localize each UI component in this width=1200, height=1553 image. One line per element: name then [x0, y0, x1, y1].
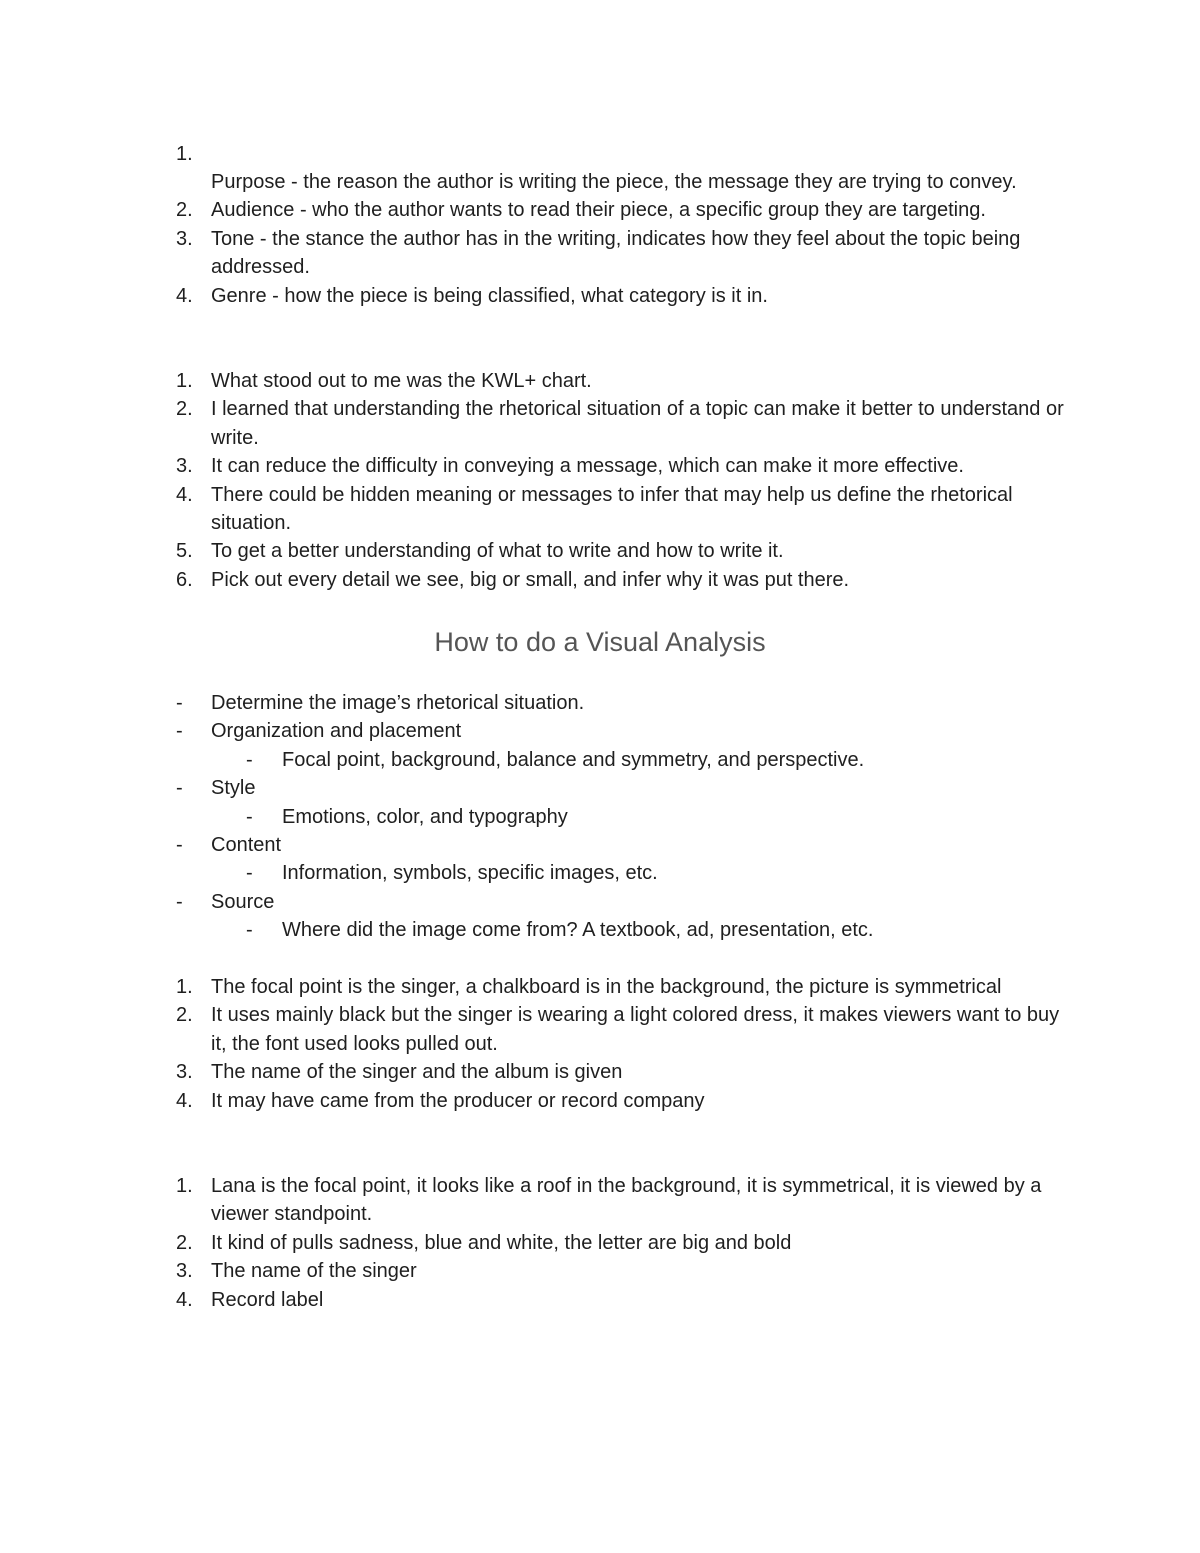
list-item: [0, 1001, 1200, 1058]
visual-analysis-bullets: [0, 689, 1200, 945]
list-item: [0, 196, 1200, 224]
list-item-text: Audience - who the author wants to read their piece, a specific group they are targeting.: [211, 199, 986, 222]
list-item: [0, 1172, 1200, 1229]
list-number: 3.: [176, 455, 193, 478]
analysis-two-list: [0, 1172, 1200, 1314]
list-item-text: It kind of pulls sadness, blue and white, the letter are big and bold: [211, 1231, 792, 1254]
dash-marker: -: [246, 805, 253, 828]
list-item-text: Purpose - the reason the author is writing the piece, the message they are trying to convey.: [211, 171, 1017, 193]
list-item-text: Record label: [211, 1288, 324, 1311]
rhetorical-terms-list: [0, 140, 1200, 310]
list-number: 2.: [176, 1231, 193, 1254]
list-number: 2.: [176, 398, 193, 421]
reflection-list: [0, 367, 1200, 594]
bullet-text: Determine the image’s rhetorical situation.: [211, 692, 585, 714]
list-item-text: To get a better understanding of what to write and how to write it.: [211, 540, 784, 563]
list-number: 5.: [176, 540, 193, 563]
list-number: 2.: [176, 1004, 193, 1027]
bullet-text: Source: [211, 890, 275, 913]
dash-marker: -: [176, 720, 183, 743]
list-item: [0, 168, 1200, 196]
bullet-text: Focal point, background, balance and symmetry, and perspective.: [282, 748, 865, 771]
list-item: [0, 1286, 1200, 1314]
sub-bullet-item: [0, 746, 1200, 774]
bullet-item: [0, 717, 1200, 745]
list-item: [0, 1229, 1200, 1257]
list-item: [0, 225, 1200, 282]
list-item: [0, 566, 1200, 594]
list-item-text: What stood out to me was the KWL+ chart.: [211, 370, 592, 392]
list-number: 4.: [176, 284, 193, 307]
list-item: [0, 1087, 1200, 1115]
list-item-text: Pick out every detail we see, big or small, and infer why it was put there.: [211, 568, 850, 591]
list-item: [0, 140, 1200, 168]
list-number: 1.: [176, 370, 193, 392]
list-number: 1.: [176, 143, 193, 165]
list-item-text: Genre - how the piece is being classified, what category is it in.: [211, 284, 768, 307]
dash-marker: -: [246, 748, 253, 771]
section-heading: How to do a Visual Analysis: [434, 627, 766, 657]
list-number: 2.: [176, 199, 193, 222]
bullet-text: Where did the image come from? A textbook, ad, presentation, etc.: [282, 919, 874, 942]
bullet-text: Content: [211, 834, 282, 857]
dash-marker: -: [176, 834, 183, 857]
bullet-text: Information, symbols, specific images, etc.: [282, 862, 658, 885]
bullet-text: Style: [211, 777, 256, 800]
list-number: 3.: [176, 227, 193, 250]
list-number: 4.: [176, 1089, 193, 1112]
dash-marker: -: [246, 862, 253, 885]
sub-bullet-item: [0, 803, 1200, 831]
list-number: 3.: [176, 1061, 193, 1084]
list-item: [0, 395, 1200, 452]
list-number: 1.: [176, 1175, 193, 1197]
bullet-text: Emotions, color, and typography: [282, 805, 568, 828]
list-item: [0, 282, 1200, 310]
bullet-text: Organization and placement: [211, 720, 462, 743]
analysis-one-list: [0, 973, 1200, 1115]
sub-bullet-item: [0, 916, 1200, 944]
list-item-text: There could be hidden meaning or messages to infer that may help us define the rhetorical situation.: [211, 483, 1013, 535]
list-item: [0, 1058, 1200, 1086]
list-item: [0, 1257, 1200, 1285]
list-item-text: Tone - the stance the author has in the writing, indicates how they feel about the topic being addressed.: [211, 227, 1021, 279]
list-number: 6.: [176, 568, 193, 591]
bullet-item: [0, 689, 1200, 717]
list-number: 4.: [176, 1288, 193, 1311]
list-item-text: Lana is the focal point, it looks like a roof in the background, it is symmetrical, it is viewed by a viewer standpoint.: [211, 1175, 1042, 1226]
list-item: [0, 537, 1200, 565]
list-item: [0, 452, 1200, 480]
list-item-text: It uses mainly black but the singer is wearing a light colored dress, it makes viewers want to buy it, the font used looks pulled out.: [211, 1004, 1060, 1055]
list-number: 3.: [176, 1260, 193, 1283]
list-item-text: The focal point is the singer, a chalkboard is in the background, the picture is symmetrical: [211, 976, 1002, 998]
list-item-text: The name of the singer and the album is given: [211, 1061, 623, 1084]
dash-marker: -: [176, 890, 183, 913]
list-item: [0, 481, 1200, 538]
list-item: [0, 973, 1200, 1001]
list-number: 1.: [176, 976, 193, 998]
list-item-text: I learned that understanding the rhetorical situation of a topic can make it better to understand or write.: [211, 398, 1064, 449]
bullet-item: [0, 774, 1200, 802]
dash-marker: -: [176, 777, 183, 800]
dash-marker: -: [246, 919, 253, 942]
bullet-item: [0, 888, 1200, 916]
list-item-text: It may have came from the producer or record company: [211, 1089, 705, 1112]
list-item: [0, 367, 1200, 395]
bullet-item: [0, 831, 1200, 859]
dash-marker: -: [176, 692, 183, 714]
list-item-text: It can reduce the difficulty in conveying a message, which can make it more effective.: [211, 455, 964, 478]
list-item-text: The name of the singer: [211, 1260, 417, 1283]
sub-bullet-item: [0, 859, 1200, 887]
list-number: 4.: [176, 483, 193, 506]
